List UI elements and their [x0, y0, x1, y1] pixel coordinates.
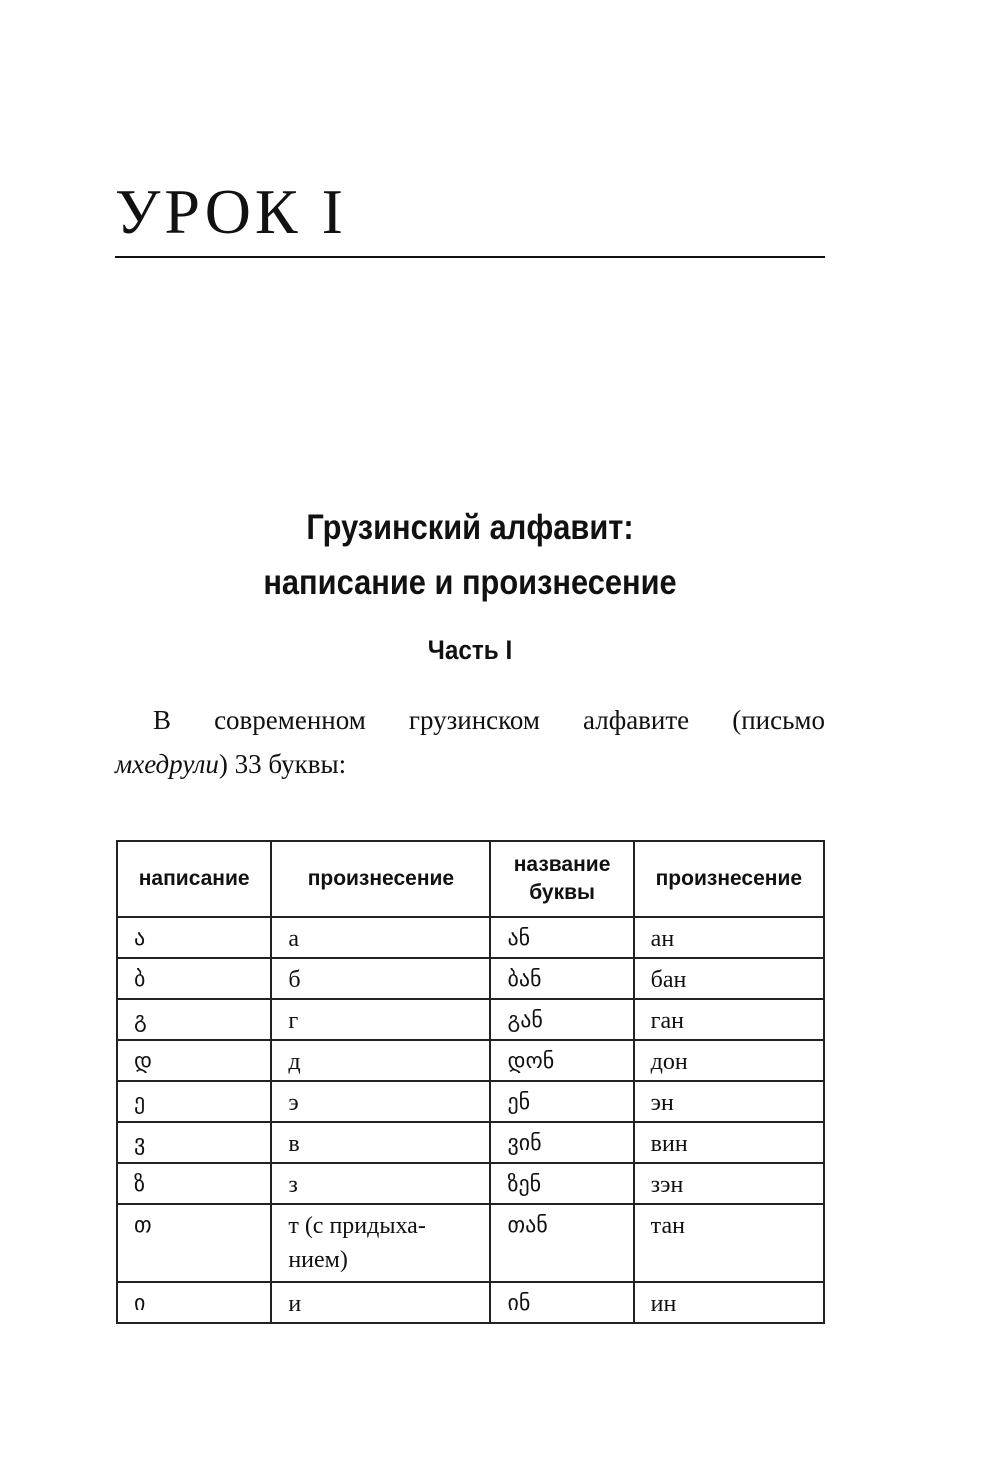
cell-letter: ბ: [117, 958, 271, 999]
cell-name: ვინ: [490, 1122, 633, 1163]
cell-sound: в: [271, 1122, 490, 1163]
cell-name-sound: ан: [634, 917, 824, 958]
cell-sound: и: [271, 1282, 490, 1323]
cell-name: ზენ: [490, 1163, 633, 1204]
chapter-title: УРОК I: [115, 176, 347, 247]
header-letter-name: [490, 841, 633, 917]
alphabet-table: [116, 840, 825, 1324]
cell-name-sound: зэн: [634, 1163, 824, 1204]
cell-letter: ა: [117, 917, 271, 958]
cell-name-sound: эн: [634, 1081, 824, 1122]
chapter-divider: [115, 256, 825, 258]
cell-sound: б: [271, 958, 490, 999]
cell-name: ინ: [490, 1282, 633, 1323]
cell-sound-line-1: т (с придыха-: [288, 1213, 426, 1239]
table-header-row: [117, 841, 824, 917]
table-row: [117, 999, 824, 1040]
header-letter-name-line-1: название: [513, 853, 611, 876]
header-letter-name-line-2: буквы: [529, 881, 595, 904]
cell-sound: э: [271, 1081, 490, 1122]
cell-name-sound: ин: [634, 1282, 824, 1323]
table-row: [117, 917, 824, 958]
section-title-line-1: Грузинский алфавит:: [306, 508, 634, 547]
intro-line-1: [115, 698, 825, 742]
table-row: [117, 1081, 824, 1122]
cell-letter: ი: [117, 1282, 271, 1323]
cell-sound: г: [271, 999, 490, 1040]
cell-name: ან: [490, 917, 633, 958]
table-row: [117, 1282, 824, 1323]
cell-letter: ე: [117, 1081, 271, 1122]
cell-name-sound: бан: [634, 958, 824, 999]
table-row: [117, 1163, 824, 1204]
header-name-pronunciation: произнесение: [634, 841, 824, 917]
cell-sound: а: [271, 917, 490, 958]
header-writing: написание: [117, 841, 271, 917]
table-row: [117, 1040, 824, 1081]
intro-italic-term: мхедрули: [115, 749, 219, 779]
cell-letter: დ: [117, 1040, 271, 1081]
intro-text-b: ) 33 буквы:: [218, 749, 347, 779]
cell-letter: ზ: [117, 1163, 271, 1204]
cell-sound: д: [271, 1040, 490, 1081]
cell-name-sound: вин: [634, 1122, 824, 1163]
section-title: [158, 500, 783, 610]
intro-paragraph: [115, 698, 825, 786]
table-row: [117, 958, 824, 999]
part-title: Часть I: [427, 635, 513, 665]
table-row: [117, 1204, 824, 1282]
section-title-line-2: написание и произнесение: [263, 563, 677, 602]
header-pronunciation: произнесение: [271, 841, 490, 917]
cell-letter: გ: [117, 999, 271, 1040]
cell-sound: з: [271, 1163, 490, 1204]
cell-name: ენ: [490, 1081, 633, 1122]
cell-name: თან: [490, 1204, 633, 1282]
cell-name-sound: тан: [634, 1204, 824, 1282]
cell-sound-line-2: нием): [288, 1247, 348, 1273]
cell-name-sound: дон: [634, 1040, 824, 1081]
cell-name: დონ: [490, 1040, 633, 1081]
cell-name: გან: [490, 999, 633, 1040]
cell-sound: [271, 1204, 490, 1282]
cell-name-sound: ган: [634, 999, 824, 1040]
cell-letter: ვ: [117, 1122, 271, 1163]
table-row: [117, 1122, 824, 1163]
intro-text-a: В современном грузинском алфавите (письмо: [153, 705, 825, 735]
cell-name: ბან: [490, 958, 633, 999]
cell-letter: თ: [117, 1204, 271, 1282]
